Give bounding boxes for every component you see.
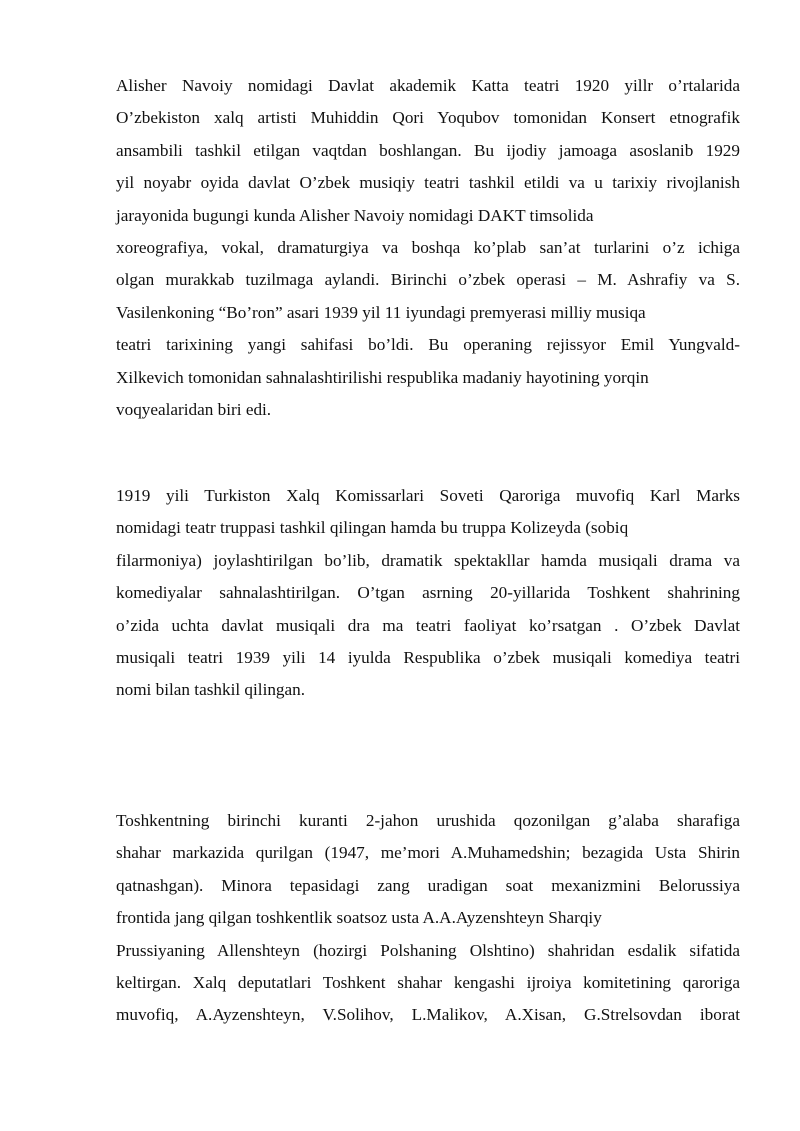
text-line: muvofiq, A.Ayzenshteyn, V.Solihov, L.Malikov, A.Xisan, G.Strelsovdan iborat [116,1005,740,1025]
text-line: o’zida uchta davlat musiqali dra ma teatri faoliyat ko’rsatgan . O’zbek Davlat [116,615,740,635]
paragraph-navoiy-theatre [116,70,740,426]
text-line: Xilkevich tomonidan sahnalashtirilishi respublika madaniy hayotining yorqin [116,367,649,387]
text-line: filarmoniya) joylashtirilgan bo’lib, dramatik spektakllar hamda musiqali drama va [116,550,740,570]
text-line: musiqali teatri 1939 yili 14 iyulda Respublika o’zbek musiqali komediya teatri [116,647,740,667]
text-line: yil noyabr oyida davlat O’zbek musiqiy teatri tashkil etildi va u tarixiy rivojlanish [116,173,740,193]
text-line: 1919 yili Turkiston Xalq Komissarlari Soveti Qaroriga muvofiq Karl Marks [116,486,740,505]
paragraph-tashkent-chimes [116,805,740,1032]
text-line: ansambili tashkil etilgan vaqtdan boshlangan. Bu ijodiy jamoaga asoslanib 1929 [116,140,740,160]
text-line: keltirgan. Xalq deputatlari Toshkent shahar kengashi ijroiya komitetining qaroriga [116,972,740,992]
text-line: Prussiyaning Allenshteyn (hozirgi Polshaning Olshtino) shahridan esdalik sifatida [116,940,740,960]
text-line: xoreografiya, vokal, dramaturgiya va boshqa ko’plab san’at turlarini o’z ichiga [116,237,740,257]
text-line: jarayonida bugungi kunda Alisher Navoiy nomidagi DAKT timsolida [116,205,594,225]
text-line: nomidagi teatr truppasi tashkil qilingan hamda bu truppa Kolizeyda (sobiq [116,518,629,538]
text-line: O’zbekiston xalq artisti Muhiddin Qori Yoqubov tomonidan Konsert etnografik [116,108,740,128]
text-line: qatnashgan). Minora tepasidagi zang uradigan soat mexanizmini Belorussiya [116,875,740,895]
text-line: frontida jang qilgan toshkentlik soatsoz usta A.A.Ayzenshteyn Sharqiy [116,908,602,928]
paragraph-karl-marks-theatre [116,480,740,707]
text-line: Vasilenkoning “Bo’ron” asari 1939 yil 11 iyundagi premyerasi milliy musiqa [116,302,646,322]
text-line: teatri tarixining yangi sahifasi bo’ldi. Bu operaning rejissyor Emil Yungvald- [116,335,740,355]
text-line: Alisher Navoiy nomidagi Davlat akademik Katta teatri 1920 yillr o’rtalarida [116,76,740,95]
text-line: voqyealaridan biri edi. [116,399,272,419]
text-line: shahar markazida qurilgan (1947, me’mori A.Muhamedshin; bezagida Usta Shirin [116,843,740,863]
text-line: Toshkentning birinchi kuranti 2-jahon urushida qozonilgan g’alaba sharafiga [116,811,740,830]
text-line: komediyalar sahnalashtirilgan. O’tgan asrning 20-yillarida Toshkent shahrining [116,583,740,603]
text-line: nomi bilan tashkil qilingan. [116,680,306,700]
text-line: olgan murakkab tuzilmaga aylandi. Birinchi o’zbek operasi – M. Ashrafiy va S. [116,270,740,290]
